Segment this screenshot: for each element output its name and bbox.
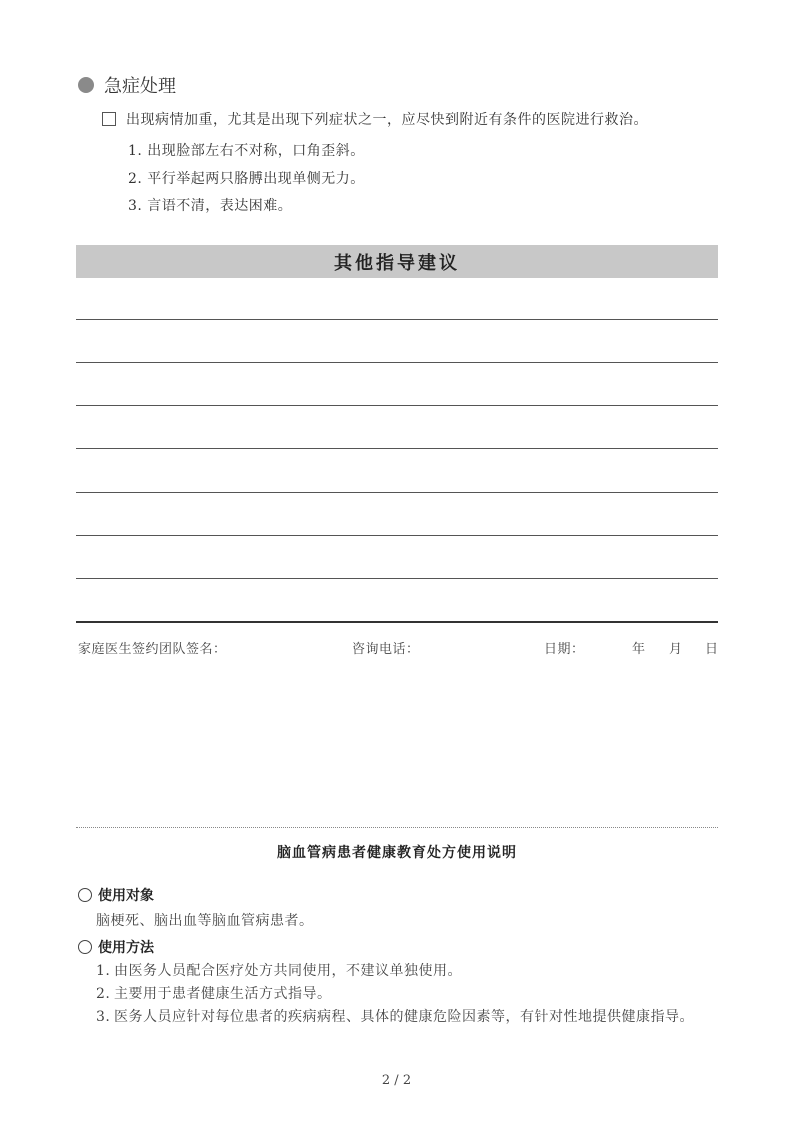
advice-write-line[interactable] <box>76 405 718 406</box>
symptom-item: 3. 言语不清，表达困难。 <box>128 198 293 214</box>
bullet-dot-icon <box>78 77 94 93</box>
emergency-section-heading <box>78 72 176 98</box>
advice-write-line[interactable] <box>76 492 718 493</box>
target-text: 脑梗死、脑出血等脑血管病患者。 <box>96 913 314 929</box>
emergency-instruction: 出现病情加重，尤其是出现下列症状之一，应尽快到附近有条件的医院进行救治。 <box>126 112 648 128</box>
method-text: 医务人员应针对每位患者的疾病病程、具体的健康危险因素等，有针对性地提供健康指导。 <box>114 1009 694 1025</box>
date-label: 日期： <box>544 642 585 657</box>
emergency-title: 急症处理 <box>104 76 176 97</box>
target-title: 使用对象 <box>98 888 154 904</box>
page-number: 2 / 2 <box>381 1073 412 1088</box>
method-item <box>96 983 718 1006</box>
circle-bullet-icon <box>78 940 92 954</box>
symptom-item: 2. 平行举起两只胳膊出现单侧无力。 <box>128 170 365 187</box>
team-signature-label: 家庭医生签约团队签名： <box>78 642 227 657</box>
advice-write-line[interactable] <box>76 535 718 536</box>
advice-write-line[interactable] <box>76 362 718 363</box>
advice-title: 其他指导建议 <box>334 252 460 274</box>
date-month: 月 <box>669 642 683 657</box>
method-item <box>96 1006 718 1029</box>
advice-write-line[interactable] <box>76 319 718 320</box>
date-day: 日 <box>705 642 719 657</box>
emergency-checkbox[interactable] <box>102 112 116 126</box>
method-number: 2. <box>96 986 111 1002</box>
method-list <box>96 960 718 1029</box>
circle-bullet-icon <box>78 888 92 902</box>
advice-write-line[interactable] <box>76 448 718 449</box>
instructions-title: 脑血管病患者健康教育处方使用说明 <box>277 845 517 861</box>
method-title: 使用方法 <box>98 940 154 956</box>
symptom-list <box>128 138 365 221</box>
method-text: 由医务人员配合医疗处方共同使用，不建议单独使用。 <box>114 963 462 979</box>
dotted-separator <box>76 827 718 828</box>
method-number: 1. <box>96 963 111 979</box>
method-text: 主要用于患者健康生活方式指导。 <box>114 986 332 1002</box>
advice-header <box>76 245 718 278</box>
target-heading <box>78 885 154 905</box>
method-item <box>96 960 718 983</box>
advice-bottom-rule <box>76 621 718 623</box>
emergency-instruction-row <box>102 109 648 129</box>
method-number: 3. <box>96 1009 111 1025</box>
date-year: 年 <box>632 642 646 657</box>
advice-write-line[interactable] <box>76 578 718 579</box>
method-heading <box>78 937 154 957</box>
phone-label: 咨询电话： <box>352 642 420 657</box>
symptom-item: 1. 出现脸部左右不对称，口角歪斜。 <box>128 143 365 159</box>
